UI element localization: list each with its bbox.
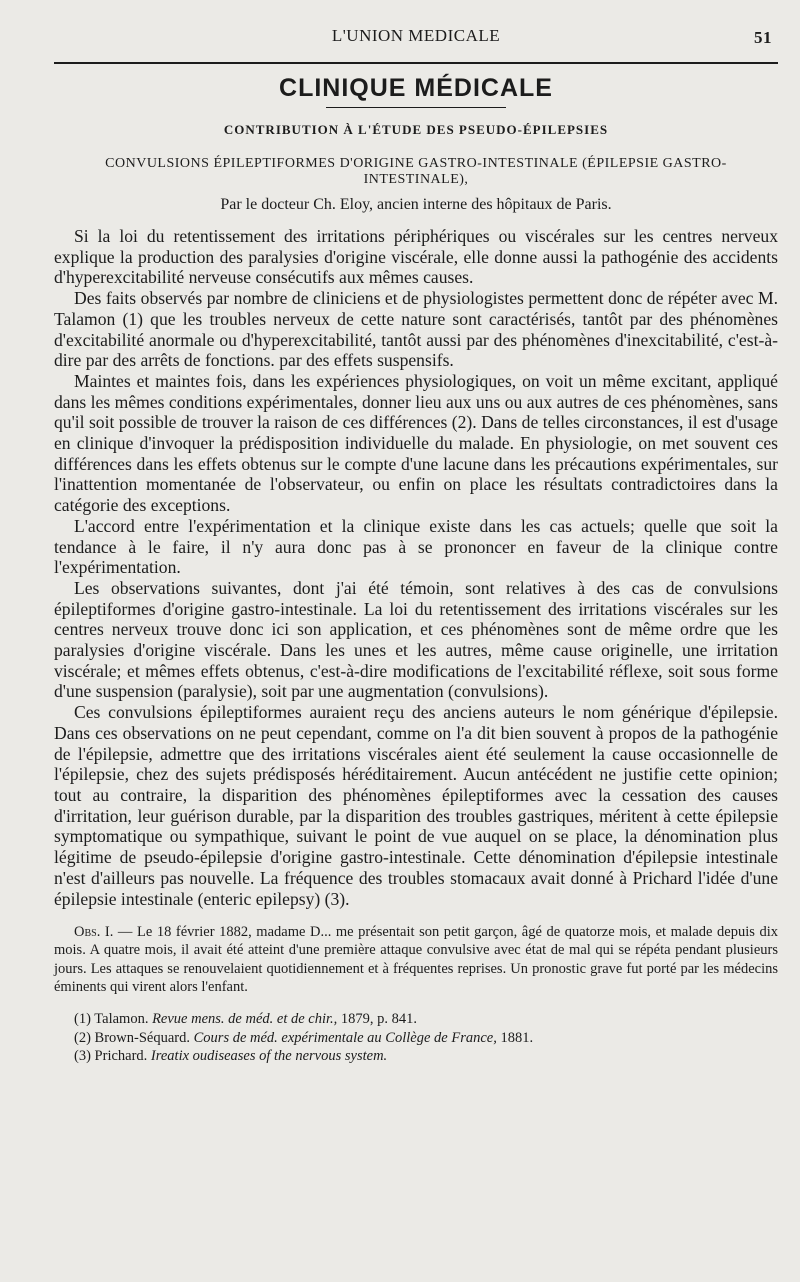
body-paragraph: Les observations suivantes, dont j'ai été témoin, sont relatives à des cas de convulsions épileptiformes d'origine gastro-intestinale. La loi du retentissement des irritations viscérales sur les centres nerveux trouve donc ici son application, et ces phénomènes sont de même ordre que les paralysies d'origine viscérale. Dans les unes et les autres, même cause originelle, une irritation viscérale; et mêmes effets obtenus, c'est-à-dire modifications de l'excitabilité réflexe, soit sous forme d'une suspension (paralysie), soit par une augmentation (convulsions). bbox=[54, 577, 778, 702]
body-paragraph: Maintes et maintes fois, dans les expériences physiologiques, on voit un même excitant, appliqué dans les mêmes conditions expérimentales, donner lieu aux uns ou aux autres de ces phénomènes, sans qu'il soit possible de trouver la raison de ces différences (2). Dans de telles circonstances, il est d'usage en clinique d'invoquer la prédisposition individuelle du malade. En physiologie, on met souvent ces différences dans les effets obtenus sur le compte d'une lacune dans les précautions expérimentales, sur l'inattention momentanée de l'observateur, ou enfin on place les résultats contradictoires dans la catégorie des exceptions. bbox=[54, 370, 778, 516]
footnote bbox=[54, 1047, 778, 1066]
page-number: 51 bbox=[754, 28, 772, 47]
running-title: L'UNION MEDICALE bbox=[331, 26, 501, 45]
footnote bbox=[54, 1010, 778, 1029]
article-title: CONTRIBUTION À L'ÉTUDE DES PSEUDO-ÉPILEPSIES bbox=[223, 122, 609, 137]
observation-block bbox=[54, 923, 778, 996]
article-body bbox=[54, 226, 778, 909]
footnote bbox=[54, 1029, 778, 1048]
footnote-number: (1) bbox=[74, 1011, 91, 1028]
footnote-work: Revue mens. de méd. et de chir., bbox=[152, 1011, 338, 1028]
header-rule bbox=[54, 62, 778, 64]
body-paragraph: Si la loi du retentissement des irritations périphériques ou viscérales sur les centres nerveux explique la production des paralysies d'origine viscérale, elle donne aussi la pathogénie des accidents d'hyperexcitabilité nerveuse consécutifs aux mêmes causes. bbox=[54, 226, 778, 288]
article-byline: Par le docteur Ch. Eloy, ancien interne des hôpitaux de Paris. bbox=[220, 196, 612, 213]
observation-text: Le 18 février 1882, madame D... me présentait son petit garçon, âgé de quatorze mois, et malade depuis dix mois. A quatre mois, il avait été atteint d'une première attaque convulsive avec état de mal qui se répéta pendant plusieurs jours. Les attaques se renouvelaient quotidiennement et à fréquentes reprises. Un pronostic grave fut porté par les médecins éminents qui virent alors l'enfant. bbox=[54, 924, 778, 995]
footnote-number: (2) bbox=[74, 1029, 91, 1046]
footnote-author: Talamon. bbox=[94, 1011, 149, 1028]
footnote-number: (3) bbox=[74, 1048, 91, 1065]
footnote-author: Brown-Séquard. bbox=[94, 1029, 190, 1046]
article-subtitle: CONVULSIONS ÉPILEPTIFORMES D'ORIGINE GASTRO-INTESTINALE (ÉPILEPSIE GASTRO-INTESTINALE), bbox=[105, 156, 727, 187]
footnote-details: 1881. bbox=[500, 1029, 534, 1046]
body-paragraph: Des faits observés par nombre de cliniciens et de physiologistes permettent donc de répéter avec M. Talamon (1) que les troubles nerveux de cette nature sont caractérisés, tantôt par des phénomènes d'excitabilité anormale ou d'hyperexcitabilité, tantôt aussi par des phénomènes d'inexcitabilité, c'est-à-dire par des arrêts de fonctions. par des effets suspensifs. bbox=[54, 288, 778, 371]
body-paragraph: Ces convulsions épileptiformes auraient reçu des anciens auteurs le nom générique d'épilepsie. Dans ces observations on ne peut cependant, comme on l'a dit bien souvent à propos de la pathogénie de l'épilepsie, admettre que des irritations viscérales aient été seulement la cause occasionnelle de l'épilepsie, chez des sujets prédisposés héréditairement. Aucun antécédent ne justifie cette opinion; tout au contraire, la disparition des phénomènes épileptiformes avec la cessation des causes d'irritation, leur guérison durable, par la disparition des troubles gastriques, méritent à cette épilepsie symptomatique ou sympathique, suivant le point de vue auquel on se place, la dénomination plus légitime de pseudo-épilepsie d'origine gastro-intestinale. Cette dénomination d'épilepsie intestinale n'est d'ailleurs pas nouvelle. La fréquence des troubles stomacaux avait donné à Prichard l'idée d'une épilepsie intestinale (enteric epilepsy) (3). bbox=[54, 702, 778, 909]
observation-paragraph bbox=[54, 923, 778, 996]
footnote-details: 1879, p. 841. bbox=[340, 1011, 418, 1028]
footnote-work: Ireatix oudiseases of the nervous system. bbox=[150, 1048, 388, 1065]
footnote-author: Prichard. bbox=[94, 1048, 148, 1065]
title-rule bbox=[326, 107, 506, 108]
footnote-work: Cours de méd. expérimentale au Collège de France, bbox=[193, 1029, 497, 1046]
section-title: CLINIQUE MÉDICALE bbox=[279, 74, 553, 102]
observation-label: Obs. I. — bbox=[74, 924, 133, 941]
running-head bbox=[54, 20, 778, 54]
footnotes bbox=[54, 1010, 778, 1066]
body-paragraph: L'accord entre l'expérimentation et la clinique existe dans les cas actuels; quelle que soit la tendance à le faire, il n'y aura donc pas à se prononcer en faveur de la clinique contre l'expérimentation. bbox=[54, 515, 778, 578]
